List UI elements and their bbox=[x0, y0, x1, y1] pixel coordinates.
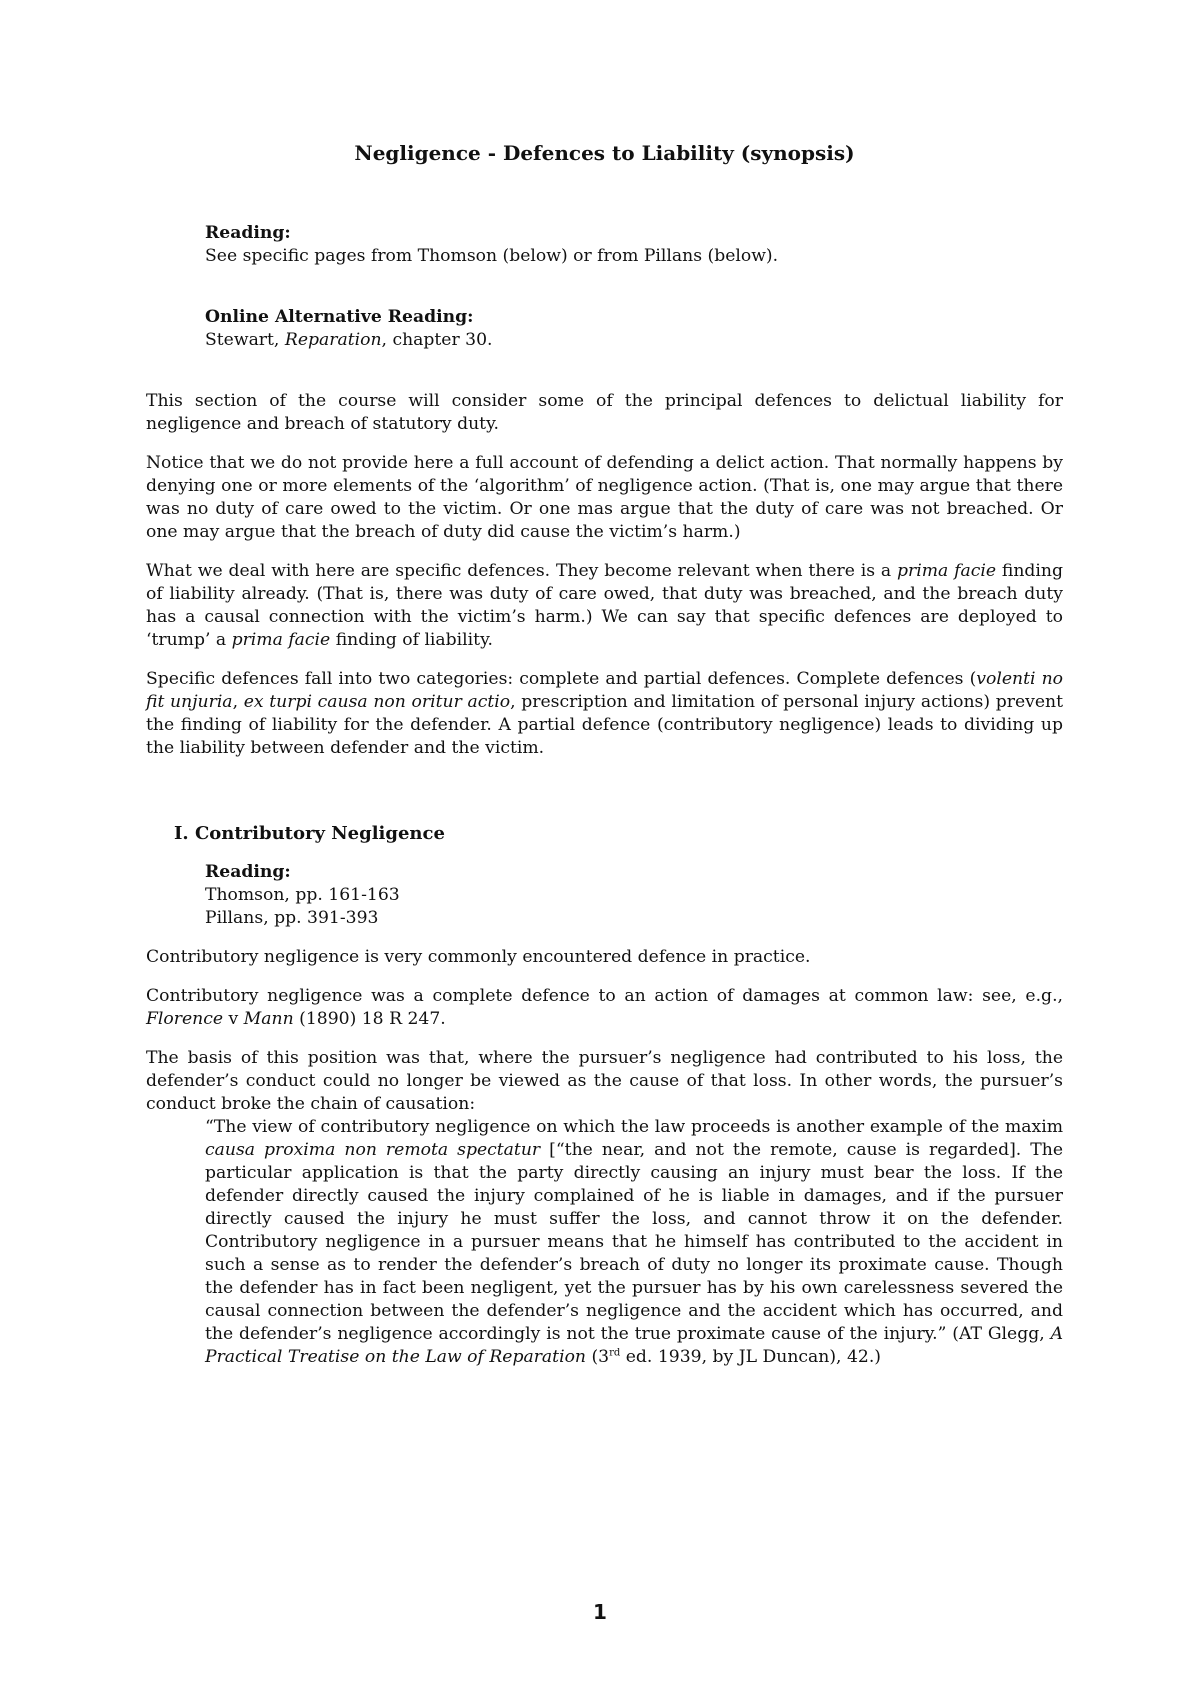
online-reading-block bbox=[205, 306, 1063, 352]
online-reading-label: Online Alternative Reading: bbox=[205, 307, 474, 327]
online-reading-text: Stewart, Reparation, chapter 30. bbox=[205, 330, 493, 350]
section-paragraph: Contributory negligence is very commonly encountered defence in practice. bbox=[146, 947, 811, 967]
section-reading-block bbox=[205, 861, 1063, 930]
section-paragraph: The basis of this position was that, where the pursuer’s negligence had contributed to his loss, the defender’s conduct could no longer be viewed as the cause of that loss. In other words, the pursuer’s conduct broke the chain of causation: bbox=[146, 1048, 1063, 1114]
intro-paragraph: This section of the course will consider some of the principal defences to delictual liability for negligence and breach of statutory duty. bbox=[146, 391, 1063, 434]
section-reading-line: Thomson, pp. 161-163 bbox=[205, 885, 400, 905]
algorithm-paragraph: Notice that we do not provide here a full account of defending a delict action. That normally happens by denying one or more elements of the ‘algorithm’ of negligence action. (That is, one may argue that there was no duty of care owed to the victim. Or one mas argue that the duty of care was not breached. Or one may argue that the breach of duty did cause the victim’s harm.) bbox=[146, 453, 1063, 542]
section-reading-label: Reading: bbox=[205, 862, 291, 882]
document-page bbox=[146, 140, 1063, 1369]
document-title: Negligence - Defences to Liability (synopsis) bbox=[354, 141, 855, 165]
specific-defences-paragraph: What we deal with here are specific defences. They become relevant when there is a prima facie finding of liability already. (That is, there was duty of care owed, that duty was breached, and the breach duty has a causal connection with the victim’s harm.) We can say that specific defences are deployed to ‘trump’ a prima facie finding of liability. bbox=[146, 561, 1063, 650]
glegg-quotation: “The view of contributory negligence on which the law proceeds is another example of the maxim causa proxima non remota spectatur [“the near, and not the remote, cause is regarded]. The particular application is that the party directly causing an injury must bear the loss. If the defender directly caused the injury complained of he is liable in damages, and if the pursuer directly caused the injury he must suffer the loss, and cannot throw it on the defender. Contributory negligence in a pursuer means that he himself has contributed to the accident in such a sense as to render the defender’s breach of duty no longer its proximate cause. Though the defender has in fact been negligent, yet the pursuer has by his own carelessness severed the causal connection between the defender’s negligence and the accident which has occurred, and the defender’s negligence accordingly is not the true proximate cause of the injury.” (AT Glegg, A Practical Treatise on the Law of Reparation (3rd ed. 1939, by JL Duncan), 42.) bbox=[205, 1117, 1063, 1367]
reading-block bbox=[205, 222, 1063, 268]
reading-label: Reading: bbox=[205, 223, 291, 243]
section-heading-contributory-negligence: I. Contributory Negligence bbox=[174, 823, 445, 844]
reading-text: See specific pages from Thomson (below) or from Pillans (below). bbox=[205, 246, 779, 266]
page-number: 1 bbox=[593, 1600, 607, 1624]
categories-paragraph: Specific defences fall into two categories: complete and partial defences. Complete defences (volenti no fit unjuria, ex turpi causa non oritur actio, prescription and limitation of personal injury actions) prevent the finding of liability for the defender. A partial defence (contributory negligence) leads to dividing up the liability between defender and the victim. bbox=[146, 669, 1063, 758]
section-reading-line: Pillans, pp. 391-393 bbox=[205, 908, 379, 928]
section-paragraph: Contributory negligence was a complete defence to an action of damages at common law: see, e.g., Florence v Mann (1890) 18 R 247. bbox=[146, 986, 1063, 1029]
